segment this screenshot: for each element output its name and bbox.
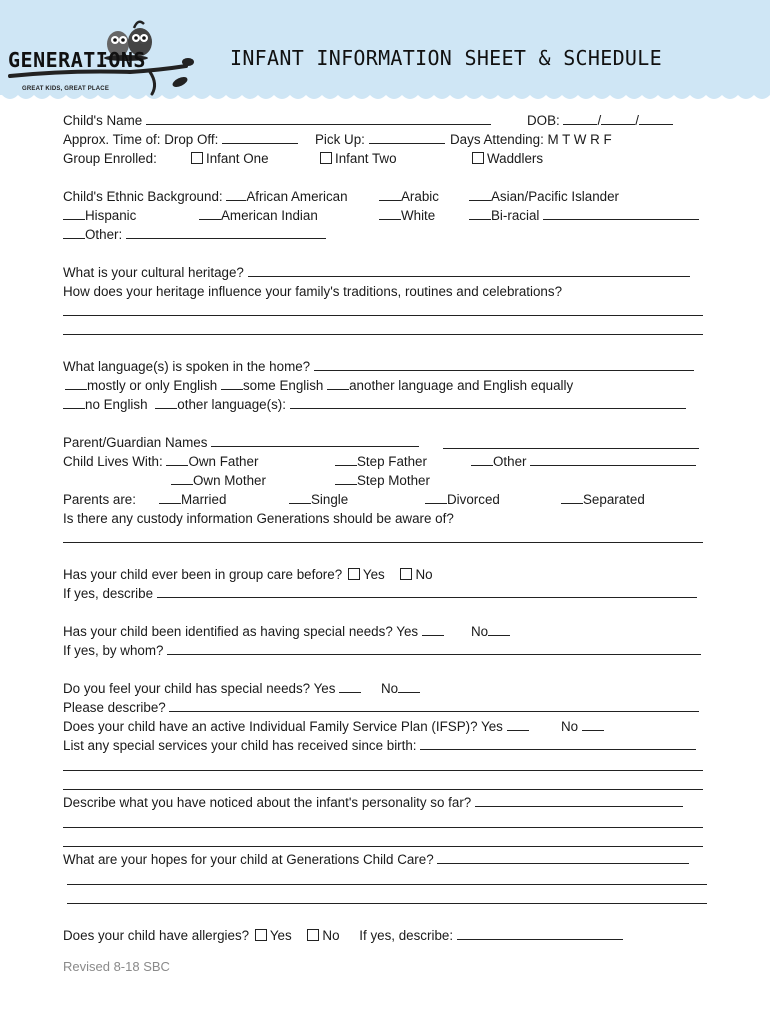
white-blank[interactable] bbox=[379, 206, 401, 220]
some-english-label: some English bbox=[242, 378, 324, 393]
infant-two-option[interactable] bbox=[320, 149, 397, 168]
single-blank[interactable] bbox=[289, 490, 311, 504]
pick-up-label: Pick Up: bbox=[315, 132, 365, 147]
hopes-answer-line[interactable] bbox=[67, 903, 707, 904]
logo-text: GENERATIONS bbox=[8, 48, 146, 72]
group-care-row bbox=[63, 565, 433, 584]
single-option bbox=[289, 490, 348, 509]
other-ethnic-label: Other: bbox=[85, 227, 123, 242]
language-field[interactable] bbox=[314, 357, 694, 371]
special-needs-identified-no-label: No bbox=[471, 624, 489, 639]
childs-name-field[interactable] bbox=[146, 111, 491, 125]
other-ethnic-field[interactable] bbox=[126, 225, 326, 239]
allergies-yes-checkbox[interactable] bbox=[255, 929, 267, 941]
hispanic-option bbox=[63, 206, 136, 225]
dob-separator: / bbox=[635, 113, 639, 128]
cultural-heritage-field[interactable] bbox=[248, 263, 690, 277]
own-mother-option bbox=[171, 471, 266, 490]
allergies-describe-label: If yes, describe: bbox=[359, 928, 454, 943]
african-american-label: African American bbox=[246, 189, 348, 204]
married-option bbox=[159, 490, 226, 509]
other-lives-blank[interactable] bbox=[471, 452, 493, 466]
cultural-heritage-label: What is your cultural heritage? bbox=[63, 265, 244, 280]
step-mother-label: Step Mother bbox=[357, 473, 430, 488]
arabic-label: Arabic bbox=[401, 189, 439, 204]
special-services-row bbox=[63, 736, 696, 755]
parent-guardian-field-2[interactable] bbox=[443, 448, 699, 449]
infant-one-checkbox[interactable] bbox=[191, 152, 203, 164]
drop-off-row bbox=[63, 130, 298, 149]
hopes-label: What are your hopes for your child at Generations Child Care? bbox=[63, 852, 434, 867]
allergies-yes-label: Yes bbox=[269, 928, 292, 943]
married-blank[interactable] bbox=[159, 490, 181, 504]
group-care-yes-label: Yes bbox=[362, 567, 385, 582]
drop-off-label: Approx. Time of: Drop Off: bbox=[63, 132, 219, 147]
special-services-answer-line[interactable] bbox=[63, 789, 703, 790]
other-language-label: other language(s): bbox=[177, 397, 286, 412]
logo-tagline: GREAT KIDS, GREAT PLACE bbox=[22, 86, 110, 92]
own-father-label: Own Father bbox=[188, 454, 259, 469]
african-american-blank[interactable] bbox=[226, 187, 246, 201]
other-lives-field[interactable] bbox=[530, 452, 696, 466]
waddlers-checkbox[interactable] bbox=[472, 152, 484, 164]
page-title: INFANT INFORMATION SHEET & SCHEDULE bbox=[230, 46, 662, 70]
group-care-describe-label: If yes, describe bbox=[63, 586, 154, 601]
another-language-blank[interactable] bbox=[327, 376, 349, 390]
asian-pacific-blank[interactable] bbox=[469, 187, 491, 201]
group-care-no-checkbox[interactable] bbox=[400, 568, 412, 580]
ifsp-no-blank[interactable] bbox=[582, 717, 604, 731]
allergies-no-label: No bbox=[322, 928, 340, 943]
language-label: What language(s) is spoken in the home? bbox=[63, 359, 311, 374]
bi-racial-field[interactable] bbox=[543, 206, 699, 220]
please-describe-field[interactable] bbox=[169, 698, 699, 712]
revision-note: Revised 8-18 SBC bbox=[63, 959, 170, 974]
hopes-row bbox=[63, 850, 689, 869]
lives-with-label: Child Lives With: bbox=[63, 454, 163, 469]
group-enrolled-label: Group Enrolled: bbox=[63, 151, 157, 166]
feel-special-needs-row bbox=[63, 679, 361, 698]
group-care-describe-row bbox=[63, 584, 697, 603]
ifsp-label: Does your child have an active Individual Family Service Plan (IFSP)? Yes bbox=[63, 719, 503, 734]
waddlers-label: Waddlers bbox=[487, 151, 544, 166]
drop-off-field[interactable] bbox=[222, 130, 298, 144]
waddlers-option[interactable] bbox=[472, 149, 543, 168]
step-father-label: Step Father bbox=[357, 454, 427, 469]
dob-row bbox=[527, 111, 673, 130]
personality-field[interactable] bbox=[475, 793, 683, 807]
dob-day-field[interactable] bbox=[601, 111, 635, 125]
step-mother-blank[interactable] bbox=[335, 471, 357, 485]
arabic-blank[interactable] bbox=[379, 187, 401, 201]
special-needs-identified-label: Has your child been identified as having special needs? Yes bbox=[63, 624, 419, 639]
bi-racial-option bbox=[469, 206, 699, 225]
other-ethnic-option bbox=[63, 225, 326, 244]
parents-are-label: Parents are: bbox=[63, 492, 136, 507]
separated-label: Separated bbox=[583, 492, 645, 507]
white-label: White bbox=[401, 208, 436, 223]
allergies-label: Does your child have allergies? bbox=[63, 928, 250, 943]
asian-pacific-option bbox=[469, 187, 619, 206]
white-option bbox=[379, 206, 435, 225]
other-ethnic-blank[interactable] bbox=[63, 225, 85, 239]
childs-name-label: Child's Name bbox=[63, 113, 143, 128]
please-describe-row bbox=[63, 698, 699, 717]
cultural-heritage-row bbox=[63, 263, 690, 282]
special-needs-identified-row bbox=[63, 622, 444, 641]
pick-up-row bbox=[315, 130, 445, 149]
ifsp-no bbox=[561, 717, 604, 736]
parent-guardian-row bbox=[63, 433, 419, 452]
divorced-option bbox=[425, 490, 500, 509]
infant-one-label: Infant One bbox=[206, 151, 269, 166]
dob-year-field[interactable] bbox=[639, 111, 673, 125]
dob-label: DOB: bbox=[527, 113, 560, 128]
special-needs-identified-no bbox=[471, 622, 510, 641]
personality-answer-line[interactable] bbox=[63, 827, 703, 828]
special-needs-identified-no-blank[interactable] bbox=[488, 622, 510, 636]
divorced-label: Divorced bbox=[447, 492, 500, 507]
allergies-describe-field[interactable] bbox=[457, 926, 623, 940]
language-options-row-2 bbox=[63, 395, 686, 414]
other-language-field[interactable] bbox=[290, 395, 686, 409]
group-care-describe-field[interactable] bbox=[157, 584, 697, 598]
another-language-label: another language and English equally bbox=[349, 378, 574, 393]
group-care-yes-checkbox[interactable] bbox=[348, 568, 360, 580]
dob-month-field[interactable] bbox=[563, 111, 597, 125]
step-father-blank[interactable] bbox=[335, 452, 357, 466]
asian-pacific-label: Asian/Pacific Islander bbox=[491, 189, 620, 204]
other-lives-label: Other bbox=[493, 454, 527, 469]
personality-answer-line[interactable] bbox=[63, 846, 703, 847]
please-describe-label: Please describe? bbox=[63, 700, 166, 715]
separated-blank[interactable] bbox=[561, 490, 583, 504]
custody-label: Is there any custody information Generations should be aware of? bbox=[63, 511, 454, 526]
ethnic-background-label: Child's Ethnic Background: bbox=[63, 189, 223, 204]
mostly-english-blank[interactable] bbox=[65, 376, 87, 390]
own-mother-blank[interactable] bbox=[171, 471, 193, 485]
no-english-label: no English bbox=[85, 397, 148, 412]
lives-with-row bbox=[63, 452, 258, 471]
hispanic-blank[interactable] bbox=[63, 206, 85, 220]
heritage-answer-line[interactable] bbox=[63, 315, 703, 316]
group-care-no-label: No bbox=[415, 567, 433, 582]
american-indian-blank[interactable] bbox=[199, 206, 221, 220]
divorced-blank[interactable] bbox=[425, 490, 447, 504]
hispanic-label: Hispanic bbox=[85, 208, 137, 223]
step-father-option bbox=[335, 452, 427, 471]
mostly-english-label: mostly or only English bbox=[87, 378, 218, 393]
infant-one-option[interactable] bbox=[191, 149, 269, 168]
special-services-label: List any special services your child has received since birth: bbox=[63, 738, 417, 753]
ifsp-yes-blank[interactable] bbox=[507, 717, 529, 731]
own-father-blank[interactable] bbox=[166, 452, 188, 466]
american-indian-option bbox=[199, 206, 318, 225]
hopes-answer-line[interactable] bbox=[67, 884, 707, 885]
special-needs-identified-yes-blank[interactable] bbox=[422, 622, 444, 636]
feel-special-needs-no bbox=[381, 679, 420, 698]
other-language-blank[interactable] bbox=[155, 395, 177, 409]
dob-separator: / bbox=[597, 113, 602, 128]
bi-racial-label: Bi-racial bbox=[491, 208, 540, 223]
bi-racial-blank[interactable] bbox=[469, 206, 491, 220]
ifsp-no-label: No bbox=[561, 719, 579, 734]
feel-special-needs-yes-blank[interactable] bbox=[339, 679, 361, 693]
married-label: Married bbox=[181, 492, 227, 507]
language-options-row-1 bbox=[65, 376, 573, 395]
step-mother-option bbox=[335, 471, 430, 490]
allergies-row bbox=[63, 926, 623, 945]
special-services-field[interactable] bbox=[420, 736, 696, 750]
heritage-answer-line[interactable] bbox=[63, 334, 703, 335]
own-mother-label: Own Mother bbox=[193, 473, 266, 488]
by-whom-row bbox=[63, 641, 701, 660]
pick-up-field[interactable] bbox=[369, 130, 445, 144]
feel-special-needs-label: Do you feel your child has special needs? Yes bbox=[63, 681, 336, 696]
feel-special-needs-no-label: No bbox=[381, 681, 399, 696]
ethnic-row-1 bbox=[63, 187, 348, 206]
ifsp-row bbox=[63, 717, 529, 736]
separated-option bbox=[561, 490, 645, 509]
custody-answer-line[interactable] bbox=[63, 542, 703, 543]
arabic-option bbox=[379, 187, 439, 206]
allergies-no-checkbox[interactable] bbox=[307, 929, 319, 941]
personality-label: Describe what you have noticed about the infant's personality so far? bbox=[63, 795, 472, 810]
heritage-influence-label: How does your heritage influence your family's traditions, routines and celebrations? bbox=[63, 284, 563, 299]
parent-guardian-field-1[interactable] bbox=[211, 433, 419, 447]
single-label: Single bbox=[311, 492, 349, 507]
group-care-label: Has your child ever been in group care before? bbox=[63, 567, 343, 582]
no-english-blank[interactable] bbox=[63, 395, 85, 409]
by-whom-field[interactable] bbox=[167, 641, 701, 655]
personality-row bbox=[63, 793, 683, 812]
by-whom-label: If yes, by whom? bbox=[63, 643, 164, 658]
infant-two-checkbox[interactable] bbox=[320, 152, 332, 164]
infant-two-label: Infant Two bbox=[335, 151, 397, 166]
parent-guardian-label: Parent/Guardian Names bbox=[63, 435, 208, 450]
some-english-blank[interactable] bbox=[221, 376, 243, 390]
language-row bbox=[63, 357, 694, 376]
page-header bbox=[0, 0, 770, 112]
american-indian-label: American Indian bbox=[221, 208, 318, 223]
hopes-field[interactable] bbox=[437, 850, 689, 864]
other-lives-option bbox=[471, 452, 696, 471]
special-services-answer-line[interactable] bbox=[63, 770, 703, 771]
childs-name-row bbox=[63, 111, 491, 130]
days-attending-label: Days Attending: M T W R F bbox=[450, 132, 612, 147]
feel-special-needs-no-blank[interactable] bbox=[398, 679, 420, 693]
